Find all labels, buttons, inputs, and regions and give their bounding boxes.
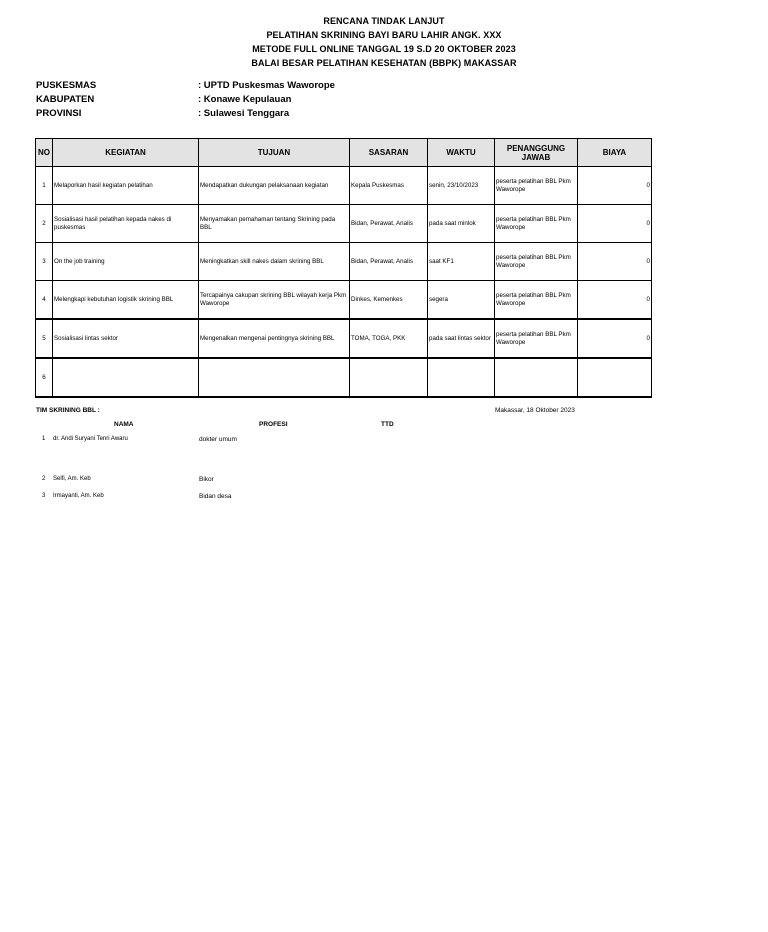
member-profession: Bikor bbox=[199, 476, 214, 483]
cell-sasaran: Kepala Puskesmas bbox=[350, 167, 428, 205]
col-header-no: NO bbox=[36, 139, 53, 167]
cell-no: 2 bbox=[36, 205, 53, 243]
cell-biaya: 0 bbox=[578, 243, 652, 281]
col-header-penanggung-jawab: PENANGGUNG JAWAB bbox=[495, 139, 578, 167]
cell-tujuan bbox=[199, 358, 350, 397]
cell-tujuan: Tercapainya cakupan skrining BBL wilayah kerja Pkm Waworope bbox=[199, 281, 350, 320]
cell-sasaran: Bidan, Perawat, Analis bbox=[350, 205, 428, 243]
cell-biaya: 0 bbox=[578, 167, 652, 205]
cell-sasaran bbox=[350, 358, 428, 397]
cell-penanggung-jawab: peserta pelatihan BBL Pkm Waworope bbox=[495, 243, 578, 281]
cell-waktu: segera bbox=[428, 281, 495, 320]
table-row bbox=[36, 281, 652, 320]
info-value: : Konawe Kepulauan bbox=[198, 94, 292, 105]
cell-waktu: pada saat minlok bbox=[428, 205, 495, 243]
header-line: PELATIHAN SKRINING BAYI BARU LAHIR ANGK. XXX bbox=[266, 30, 502, 40]
info-label: KABUPATEN bbox=[36, 94, 95, 105]
member-number: 2 bbox=[42, 476, 46, 482]
cell-kegiatan bbox=[53, 358, 199, 397]
cell-no: 3 bbox=[36, 243, 53, 281]
team-title: TIM SKRINING BBL : bbox=[36, 407, 100, 414]
document-header bbox=[0, 14, 768, 70]
team-member bbox=[0, 493, 400, 503]
cell-waktu bbox=[428, 358, 495, 397]
col-header-kegiatan: KEGIATAN bbox=[53, 139, 199, 167]
cell-no: 4 bbox=[36, 281, 53, 320]
info-value: : Sulawesi Tenggara bbox=[198, 108, 290, 119]
header-line: METODE FULL ONLINE TANGGAL 19 S.D 20 OKTOBER 2023 bbox=[252, 44, 516, 54]
col-header-sasaran: SASARAN bbox=[350, 139, 428, 167]
cell-waktu: saat KF1 bbox=[428, 243, 495, 281]
cell-kegiatan: On the job training bbox=[53, 243, 199, 281]
cell-kegiatan: Melengkapi kebutuhan logistik skrining BBL bbox=[53, 281, 199, 320]
header-line: RENCANA TINDAK LANJUT bbox=[323, 16, 445, 26]
cell-tujuan: Menyamakan pemahaman tentang Skrining pada BBL bbox=[199, 205, 350, 243]
action-plan-table bbox=[35, 138, 652, 398]
cell-tujuan: Meningkatkan skill nakes dalam skrining BBL bbox=[199, 243, 350, 281]
table-row bbox=[36, 167, 652, 205]
member-name: Irmayanti, Am. Keb bbox=[53, 493, 104, 499]
table-row bbox=[36, 205, 652, 243]
signature-date: Makassar, 18 Oktober 2023 bbox=[495, 407, 575, 414]
member-name: dr. Andi Suryani Tenri Awaru bbox=[53, 436, 128, 442]
table-row bbox=[36, 319, 652, 358]
member-number: 3 bbox=[42, 493, 46, 499]
cell-kegiatan: Sosialisasi lintas sektor bbox=[53, 319, 199, 358]
cell-no: 6 bbox=[36, 358, 53, 397]
cell-biaya: 0 bbox=[578, 205, 652, 243]
col-header-waktu: WAKTU bbox=[428, 139, 495, 167]
col-ttd-label: TTD bbox=[381, 421, 394, 428]
cell-penanggung-jawab: peserta pelatihan BBL Pkm Waworope bbox=[495, 319, 578, 358]
cell-tujuan: Mendapatkan dukungan pelaksanaan kegiatan bbox=[199, 167, 350, 205]
table-row bbox=[36, 358, 652, 397]
cell-sasaran: Dinkes, Kemenkes bbox=[350, 281, 428, 320]
cell-no: 1 bbox=[36, 167, 53, 205]
col-header-biaya: BIAYA bbox=[578, 139, 652, 167]
header-line: BALAI BESAR PELATIHAN KESEHATAN (BBPK) MAKASSAR bbox=[251, 58, 517, 68]
cell-sasaran: TOMA, TOGA, PKK bbox=[350, 319, 428, 358]
cell-biaya: 0 bbox=[578, 281, 652, 320]
team-member bbox=[0, 476, 400, 486]
col-nama-label: NAMA bbox=[114, 421, 134, 428]
cell-penanggung-jawab bbox=[495, 358, 578, 397]
member-name: Selfi, Am. Keb bbox=[53, 476, 91, 482]
member-profession: dokter umum bbox=[199, 436, 237, 443]
table-header-row bbox=[36, 139, 652, 167]
cell-kegiatan: Sosialisasi hasil pelatihan kepada nakes di puskesmas bbox=[53, 205, 199, 243]
info-label: PUSKESMAS bbox=[36, 80, 97, 91]
info-label: PROVINSI bbox=[36, 108, 82, 119]
cell-penanggung-jawab: peserta pelatihan BBL Pkm Waworope bbox=[495, 167, 578, 205]
team-member bbox=[0, 436, 400, 446]
col-header-tujuan: TUJUAN bbox=[199, 139, 350, 167]
cell-biaya bbox=[578, 358, 652, 397]
cell-waktu: senin, 23/10/2023 bbox=[428, 167, 495, 205]
cell-kegiatan: Melaporkan hasil kegiatan pelatihan bbox=[53, 167, 199, 205]
cell-biaya: 0 bbox=[578, 319, 652, 358]
member-profession: Bidan desa bbox=[199, 493, 232, 500]
cell-tujuan: Mengenalkan mengenai pentingnya skrining BBL bbox=[199, 319, 350, 358]
member-number: 1 bbox=[42, 436, 46, 442]
cell-no: 5 bbox=[36, 319, 53, 358]
cell-penanggung-jawab: peserta pelatihan BBL Pkm Waworope bbox=[495, 205, 578, 243]
col-profesi-label: PROFESI bbox=[259, 421, 288, 428]
info-value: : UPTD Puskesmas Waworope bbox=[198, 80, 335, 91]
cell-sasaran: Bidan, Perawat, Analis bbox=[350, 243, 428, 281]
table-row bbox=[36, 243, 652, 281]
cell-penanggung-jawab: peserta pelatihan BBL Pkm Waworope bbox=[495, 281, 578, 320]
cell-waktu: pada saat lintas sektor bbox=[428, 319, 495, 358]
